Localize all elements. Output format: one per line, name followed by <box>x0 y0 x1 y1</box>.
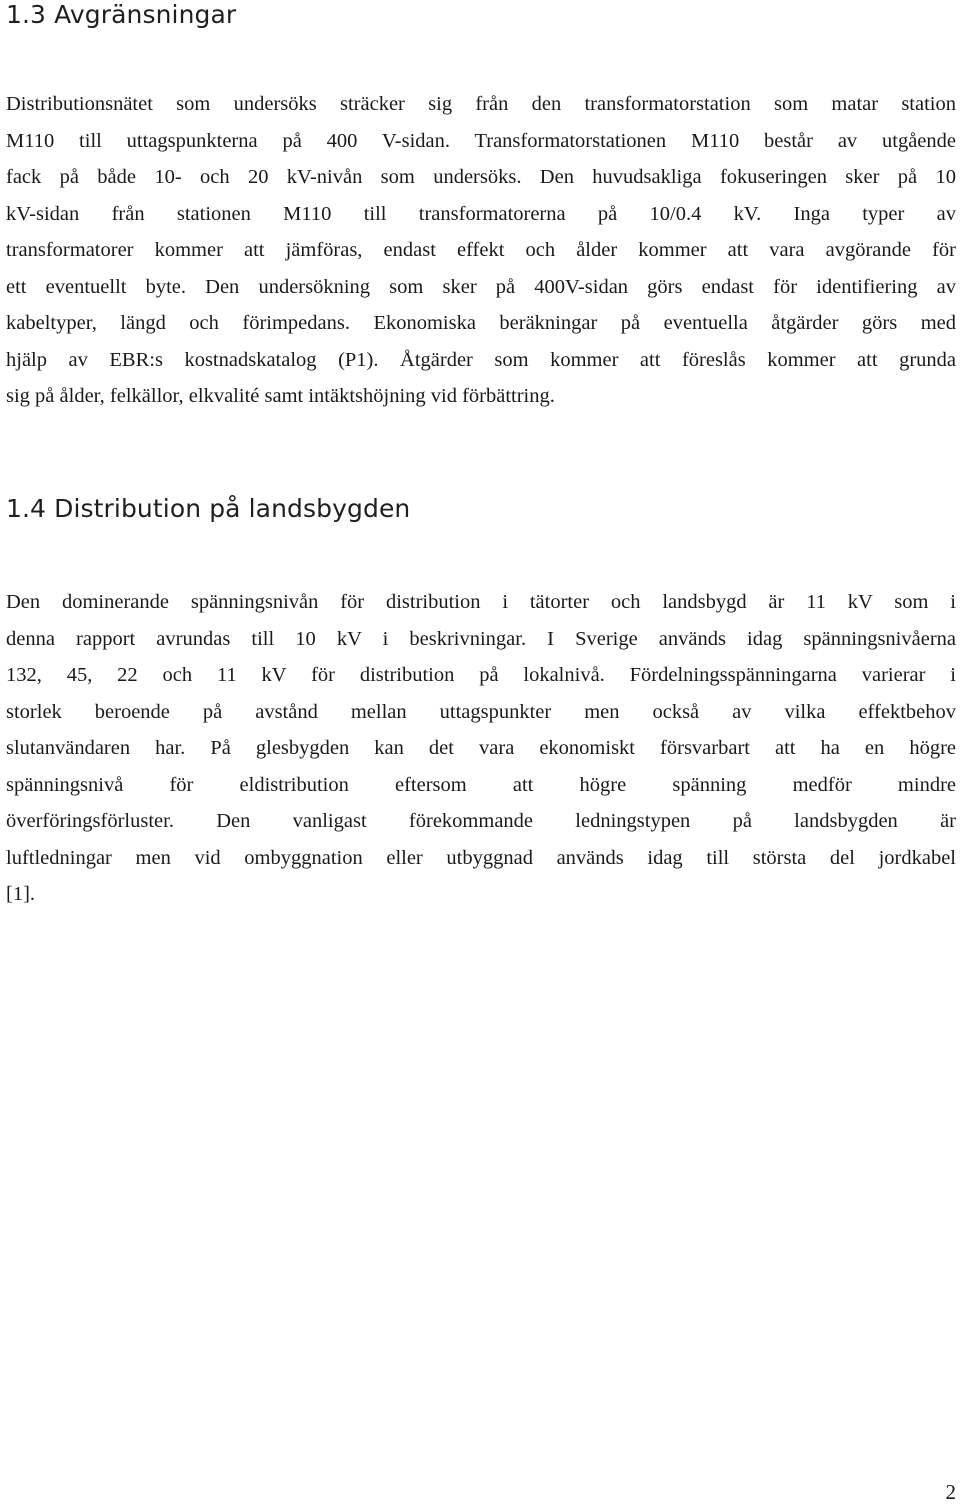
paragraph-line: Den dominerande spänningsnivån för distribution i tätorter och landsbygd är 11 kV som i <box>6 591 956 613</box>
paragraph-line: [1]. <box>6 883 36 905</box>
paragraph-line: sig på ålder, felkällor, elkvalité samt intäktshöjning vid förbättring. <box>6 385 555 407</box>
paragraph-line: storlek beroende på avstånd mellan uttagspunkter men också av vilka effektbehov <box>6 700 956 723</box>
paragraph-line: M110 till uttagspunkterna på 400 V-sidan. Transformatorstationen M110 består av utgående <box>6 129 956 152</box>
page-number: 2 <box>945 1480 956 1504</box>
paragraph-line: spänningsnivå för eldistribution eftersom att högre spänning medför mindre <box>6 773 956 796</box>
paragraph-line: 132, 45, 22 och 11 kV för distribution på lokalnivå. Fördelningsspänningarna varierar i <box>6 664 956 686</box>
paragraph-line: Distributionsnätet som undersöks sträcker sig från den transformatorstation som matar station <box>6 93 956 115</box>
paragraph-avgransningar <box>6 86 956 415</box>
paragraph-line: kabeltyper, längd och förimpedans. Ekonomiska beräkningar på eventuella åtgärder görs med <box>6 312 956 334</box>
section-heading-distribution: 1.4 Distribution på landsbygden <box>6 494 411 523</box>
paragraph-line: denna rapport avrundas till 10 kV i beskrivningar. I Sverige används idag spänningsnivåerna <box>6 627 956 650</box>
paragraph-line: hjälp av EBR:s kostnadskatalog (P1). Åtgärder som kommer att föreslås kommer att grunda <box>6 348 956 371</box>
paragraph-line: slutanvändaren har. På glesbygden kan det vara ekonomiskt försvarbart att ha en högre <box>6 737 956 759</box>
paragraph-line: ett eventuellt byte. Den undersökning som sker på 400V-sidan görs endast för identifiering av <box>6 275 956 298</box>
paragraph-line: transformatorer kommer att jämföras, endast effekt och ålder kommer att vara avgörande för <box>6 239 956 261</box>
section-heading-avgransningar: 1.3 Avgränsningar <box>6 0 237 29</box>
paragraph-line: fack på både 10- och 20 kV-nivån som undersöks. Den huvudsakliga fokuseringen sker på 10 <box>6 166 956 188</box>
paragraph-line: kV-sidan från stationen M110 till transformatorerna på 10/0.4 kV. Inga typer av <box>6 202 956 225</box>
paragraph-line: överföringsförluster. Den vanligast förekommande ledningstypen på landsbygden är <box>6 810 956 832</box>
paragraph-distribution <box>6 584 956 913</box>
paragraph-line: luftledningar men vid ombyggnation eller utbyggnad används idag till största del jordkabel <box>6 846 956 869</box>
